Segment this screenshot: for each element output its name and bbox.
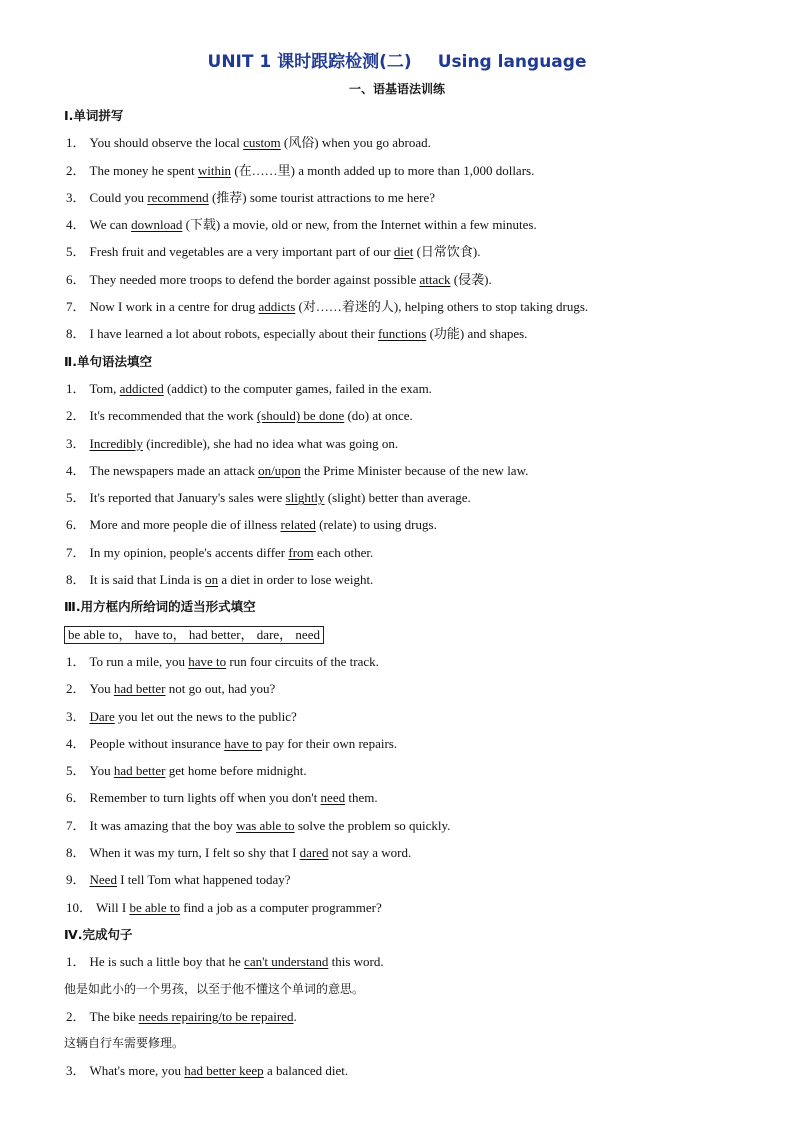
- item-number: 3．: [66, 708, 86, 724]
- exercise-item: [64, 293, 764, 320]
- item-text-after: .: [293, 1008, 297, 1024]
- item-text-before: Fresh fruit and vegetables are a very important part of our: [89, 244, 394, 260]
- item-number: 8．: [66, 845, 86, 861]
- item-text-before: Tom,: [89, 380, 120, 396]
- exercise-item: [64, 1003, 764, 1030]
- item-answer: addicted: [119, 380, 164, 396]
- item-text-before: Now I work in a centre for drug: [89, 299, 259, 315]
- item-number: 6．: [66, 271, 86, 287]
- item-text-before: It's recommended that the work: [89, 408, 257, 424]
- item-answer: on/upon: [258, 462, 301, 478]
- item-number: 3．: [66, 435, 86, 451]
- item-text-before: The money he spent: [89, 162, 198, 178]
- item-text-before: The bike: [89, 1008, 139, 1024]
- item-answer: Incredibly: [89, 435, 143, 451]
- item-answer: slightly: [285, 490, 325, 506]
- item-text-after: find a job as a computer programmer?: [179, 899, 382, 915]
- item-text-after: (风俗) when you go abroad.: [280, 135, 431, 151]
- exercise-item: [64, 184, 764, 211]
- item-text-before: You: [89, 681, 114, 697]
- item-answer: custom: [243, 135, 281, 151]
- item-number: 8．: [66, 572, 86, 588]
- item-text-after: not go out, had you?: [165, 681, 276, 697]
- exercise-item: [64, 703, 764, 730]
- item-number: 4．: [66, 217, 86, 233]
- item-number: 7．: [66, 299, 86, 315]
- exercise-item: [64, 866, 764, 893]
- item-number: 1．: [66, 653, 86, 669]
- item-number: 5．: [66, 763, 86, 779]
- item-answer: needs repairing/to be repaired: [138, 1008, 294, 1024]
- exercise-item: [64, 511, 764, 538]
- section-heading: Ⅰ.单词拼写: [64, 108, 124, 123]
- item-text-after: them.: [345, 790, 378, 806]
- exercise-item: [64, 948, 764, 975]
- item-text-before: It was amazing that the boy: [89, 817, 237, 833]
- item-text-after: I tell Tom what happened today?: [116, 872, 291, 888]
- exercise-item: [64, 784, 764, 811]
- item-number: 2．: [66, 681, 86, 697]
- exercise-item: [64, 375, 764, 402]
- exercise-item: [64, 839, 764, 866]
- item-text-before: Could you: [89, 189, 148, 205]
- item-number: 1．: [66, 380, 86, 396]
- word-box: be able to， have to， had better， dare， need: [64, 626, 324, 644]
- item-text-before: The newspapers made an attack: [89, 462, 259, 478]
- item-answer: be able to: [129, 899, 180, 915]
- exercise-item: [64, 757, 764, 784]
- item-answer: had better keep: [184, 1063, 264, 1079]
- item-answer: had better: [113, 681, 166, 697]
- item-text-after: the Prime Minister because of the new law.: [300, 462, 529, 478]
- item-text-before: In my opinion, people's accents differ: [89, 544, 289, 560]
- exercise-item: [64, 402, 764, 429]
- exercise-item: [64, 430, 764, 457]
- item-text-after: pay for their own repairs.: [262, 735, 398, 751]
- item-text-after: a diet in order to lose weight.: [218, 572, 374, 588]
- exercise-item: [64, 894, 764, 921]
- item-text-after: you let out the news to the public?: [114, 708, 297, 724]
- item-answer: Need: [89, 872, 117, 888]
- item-text-before: It's reported that January's sales were: [89, 490, 286, 506]
- item-answer: functions: [377, 326, 427, 342]
- item-answer: need: [320, 790, 346, 806]
- item-number: 8．: [66, 326, 86, 342]
- title-main: UNIT 1 课时跟踪检测(二): [207, 52, 412, 72]
- item-number: 2．: [66, 162, 86, 178]
- item-text-after: (addict) to the computer games, failed in the exam.: [163, 380, 432, 396]
- item-number: 3．: [66, 189, 86, 205]
- item-text-before: What's more, you: [89, 1063, 185, 1079]
- exercise-item: [64, 648, 764, 675]
- exercise-item: [64, 211, 764, 238]
- section-heading: Ⅱ.单句语法填空: [64, 353, 152, 369]
- item-text-after: (slight) better than average.: [324, 490, 471, 506]
- item-text-before: Remember to turn lights off when you don't: [89, 790, 321, 806]
- item-answer: from: [288, 544, 314, 560]
- item-answer: on: [205, 572, 219, 588]
- item-text-before: It is said that Linda is: [89, 572, 206, 588]
- exercise-item: [64, 457, 764, 484]
- item-text-after: (推荐) some tourist attractions to me here?: [208, 189, 436, 205]
- item-answer: download: [131, 217, 183, 233]
- exercise-item: [64, 238, 764, 265]
- item-translation: 这辆自行车需要修理。: [64, 1036, 185, 1051]
- item-answer: had better: [113, 763, 166, 779]
- item-text-before: They needed more troops to defend the border against possible: [89, 271, 420, 287]
- item-number: 5．: [66, 244, 86, 260]
- item-answer: can't understand: [244, 954, 329, 970]
- exercise-item: [64, 675, 764, 702]
- exercise-item: [64, 157, 764, 184]
- item-answer: within: [197, 162, 232, 178]
- item-number: 7．: [66, 817, 86, 833]
- exercise-item: [64, 539, 764, 566]
- item-answer: have to: [224, 735, 263, 751]
- item-number: 1．: [66, 135, 86, 151]
- item-number: 4．: [66, 462, 86, 478]
- section-heading: Ⅲ.用方框内所给词的适当形式填空: [64, 599, 256, 615]
- item-text-after: not say a word.: [328, 845, 412, 861]
- item-answer: recommend: [147, 189, 209, 205]
- item-answer: attack: [419, 271, 451, 287]
- item-answer: (should) be done: [256, 408, 345, 424]
- exercise-item: [64, 484, 764, 511]
- exercise-item: [64, 266, 764, 293]
- item-number: 7．: [66, 544, 86, 560]
- exercise-content: [64, 102, 764, 1085]
- exercise-item: [64, 129, 764, 156]
- page-title: [0, 47, 794, 72]
- item-text-before: We can: [89, 217, 132, 233]
- exercise-item: [64, 730, 764, 757]
- item-text-before: You should observe the local: [89, 135, 244, 151]
- exercise-item: [64, 1057, 764, 1084]
- item-answer: was able to: [236, 817, 295, 833]
- item-text-after: (do) at once.: [344, 408, 413, 424]
- item-answer: have to: [188, 653, 227, 669]
- item-answer: addicts: [258, 299, 296, 315]
- item-text-after: get home before midnight.: [165, 763, 307, 779]
- section-heading: Ⅳ.完成句子: [64, 926, 133, 942]
- item-text-after: this word.: [328, 954, 384, 970]
- item-number: 4．: [66, 735, 86, 751]
- item-text-after: (功能) and shapes.: [426, 326, 528, 342]
- exercise-item: [64, 812, 764, 839]
- item-number: 9．: [66, 872, 86, 888]
- item-text-after: (下载) a movie, old or new, from the Internet within a few minutes.: [182, 217, 537, 233]
- exercise-item: [64, 320, 764, 347]
- item-text-before: To run a mile, you: [89, 653, 189, 669]
- item-text-after: (对……着迷的人), helping others to stop taking drugs.: [295, 299, 589, 315]
- item-text-before: More and more people die of illness: [89, 517, 281, 533]
- item-number: 1．: [66, 954, 86, 970]
- item-number: 2．: [66, 1008, 86, 1024]
- item-text-after: (在……里) a month added up to more than 1,000 dollars.: [231, 162, 535, 178]
- item-answer: Dare: [89, 708, 115, 724]
- item-text-before: I have learned a lot about robots, especially about their: [89, 326, 378, 342]
- item-text-after: (日常饮食).: [413, 244, 481, 260]
- item-number: 10．: [66, 899, 93, 915]
- item-text-before: When it was my turn, I felt so shy that I: [89, 845, 300, 861]
- item-text-before: Will I: [96, 899, 130, 915]
- item-number: 3．: [66, 1063, 86, 1079]
- item-text-after: (侵袭).: [450, 271, 492, 287]
- item-number: 6．: [66, 790, 86, 806]
- item-text-before: He is such a little boy that he: [89, 954, 245, 970]
- item-number: 2．: [66, 408, 86, 424]
- exercise-item: [64, 566, 764, 593]
- item-text-after: (incredible), she had no idea what was going on.: [142, 435, 399, 451]
- item-number: 5．: [66, 490, 86, 506]
- item-text-before: People without insurance: [89, 735, 225, 751]
- item-text-after: solve the problem so quickly.: [294, 817, 451, 833]
- title-sub: Using language: [437, 52, 587, 72]
- item-number: 6．: [66, 517, 86, 533]
- item-translation: 他是如此小的一个男孩，以至于他不懂这个单词的意思。: [64, 981, 365, 996]
- item-text-before: You: [89, 763, 114, 779]
- section-subtitle: 一、语基语法训练: [348, 82, 445, 96]
- item-answer: related: [280, 517, 316, 533]
- word-box-line: [64, 621, 764, 648]
- item-text-after: run four circuits of the track.: [226, 653, 379, 669]
- item-text-after: each other.: [313, 544, 374, 560]
- item-text-after: (relate) to using drugs.: [315, 517, 437, 533]
- item-text-after: a balanced diet.: [263, 1063, 349, 1079]
- item-answer: dared: [299, 845, 329, 861]
- item-answer: diet: [393, 244, 414, 260]
